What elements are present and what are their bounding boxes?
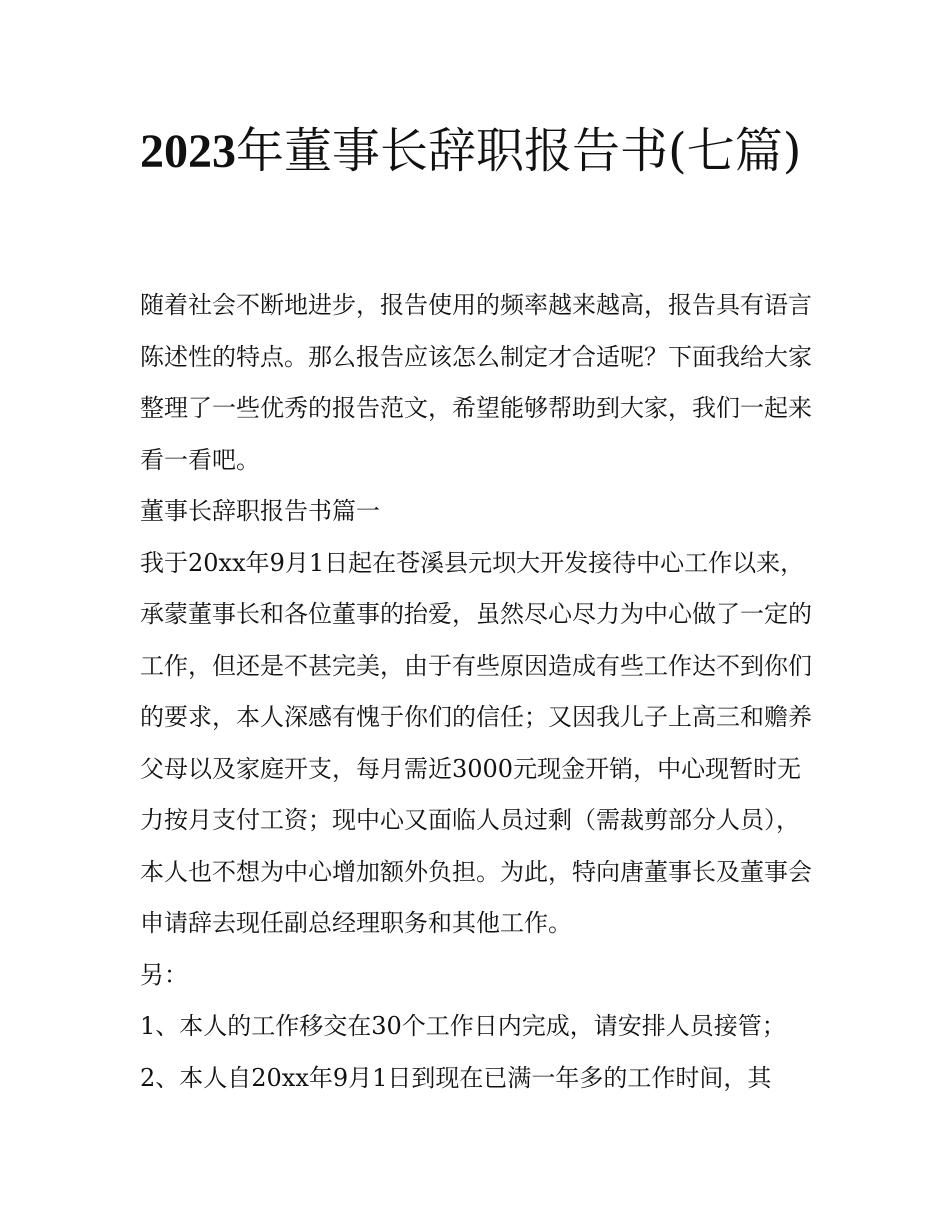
intro-paragraph: 随着社会不断地进步，报告使用的频率越来越高，报告具有语言陈述性的特点。那么报告应该怎么制定才合适呢？下面我给大家整理了一些优秀的报告范文，希望能够帮助到大家，我们一起来看一看吧。	[140, 291, 812, 474]
document-title	[140, 112, 820, 191]
another-label: 另：	[140, 960, 188, 989]
list-item: 2、本人自20xx年9月1日到现在已满一年多的工作时间，其	[140, 1063, 772, 1092]
title-text: 年董事长辞职报告书(七篇)	[236, 123, 802, 179]
list-item: 1、本人的工作移交在30个工作日内完成，请安排人员接管；	[140, 1012, 786, 1040]
document-body	[140, 280, 820, 1104]
section-heading: 董事长辞职报告书篇一	[140, 497, 380, 525]
title-year: 2023	[140, 125, 236, 178]
body-paragraph: 我于20xx年9月1日起在苍溪县元坝大开发接待中心工作以来，承蒙董事长和各位董事的抬爱，虽然尽心尽力为中心做了一定的工作，但还是不甚完美，由于有些原因造成有些工作达不到你们的要求，本人深感有愧于你们的信任；又因我儿子上高三和赡养父母以及家庭开支，每月需近3000元现金开销，中心现暂时无力按月支付工资；现中心又面临人员过剩（需裁剪部分人员），本人也不想为中心增加额外负担。为此，特向唐董事长及董事会申请辞去现任副总经理职务和其他工作。	[140, 548, 812, 937]
